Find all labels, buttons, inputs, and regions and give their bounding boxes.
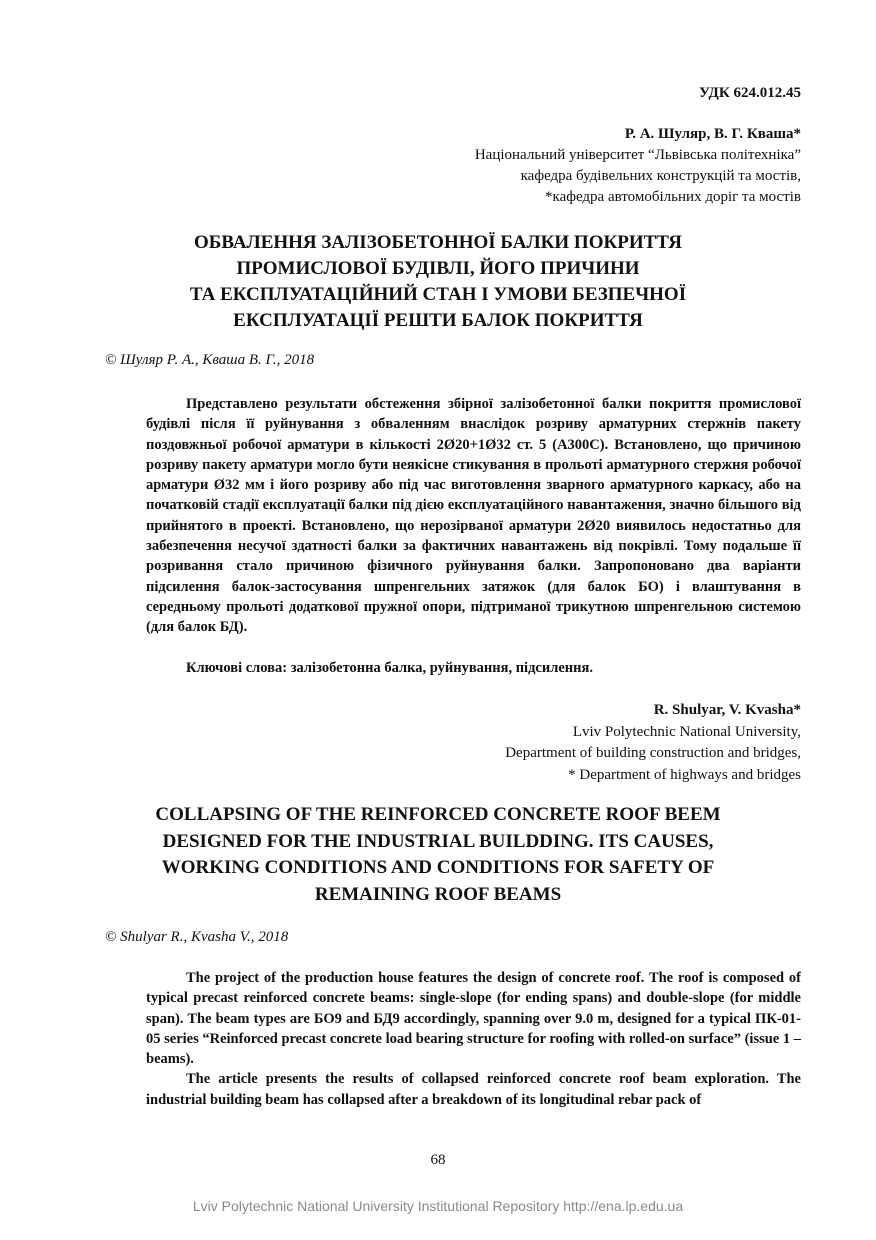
abstract-ua	[146, 394, 801, 638]
authors-block-en	[505, 700, 801, 786]
title-ua-line-1: ОБВАЛЕННЯ ЗАЛІЗОБЕТОННОЇ БАЛКИ ПОКРИТТЯ	[194, 232, 682, 253]
affiliation-ua-1: Національний університет “Львівська політехніка”	[474, 147, 801, 163]
page-number: 68	[430, 1152, 446, 1168]
affiliation-ua-3: *кафедра автомобільних доріг та мостів	[545, 189, 801, 205]
title-ua-line-3: ТА ЕКСПЛУАТАЦІЙНИЙ СТАН І УМОВИ БЕЗПЕЧНОЇ	[189, 284, 687, 305]
authors-en: R. Shulyar, V. Kvasha*	[653, 702, 801, 718]
affiliation-en-1: Lviv Polytechnic National University,	[572, 723, 801, 740]
affiliation-en-3: * Department of highways and bridges	[568, 766, 801, 783]
keywords-ua: Ключові слова: залізобетонна балка, руйнування, підсилення.	[186, 660, 593, 676]
abstract-ua-text: Представлено результати обстеження збірної залізобетонної балки покриття промислової будівлі після її руйнування з обваленням внаслідок розриву арматурних стержнів пакету поздовжньої робочої арматури в кількості 2Ø20+1Ø32 ст. 5 (А300С). Встановлено, що причиною розриву пакету арматури могло бути неякісне стикування в прольоті арматурного стержня робочої арматури Ø32 мм і його розриву або під час виготовлення зварного арматурного каркасу, або на початковій стадії експлуатації балки під дією експлуатаційного навантаження, значно більшого від прийнятого в проекті. Встановлено, що нерозірваної арматури 2Ø20 виявилось недостатньо для забезпечення несучої здатності балки за фактичних навантажень від покрівлі. Тому подальше її розривання стало причиною фізичного руйнування балки. Запропоновано два варіанти підсилення балок-застосування шпренгельних затяжок (для балок БО) і влаштування в середньому прольоті додаткової пружної опори, підтриманої трикутною шпренгельною системою (для балок БД).	[146, 396, 801, 636]
authors-ua: Р. А. Шуляр, В. Г. Кваша*	[624, 126, 801, 142]
title-ua-line-2: ПРОМИСЛОВОЇ БУДІВЛІ, ЙОГО ПРИЧИНИ	[236, 258, 640, 279]
title-en-line-1: COLLAPSING OF THE REINFORCED CONCRETE ROOF BEEM	[155, 804, 721, 825]
title-ua	[110, 230, 766, 334]
affiliation-ua-2: кафедра будівельних конструкцій та мостів,	[520, 168, 801, 184]
copyright-en: © Shulyar R., Kvasha V., 2018	[105, 929, 289, 945]
affiliation-en-2: Department of building construction and bridges,	[505, 745, 801, 761]
title-en-line-4: REMAINING ROOF BEAMS	[314, 883, 562, 905]
authors-block-ua	[475, 124, 801, 208]
copyright-ua: © Шуляр Р. А., Кваша В. Г., 2018	[105, 352, 315, 368]
abstract-en-paragraph-1: The project of the production house features the design of concrete roof. The roof is composed of typical precast reinforced concrete beams: single-slope (for ending spans) and double-slope (for middle span). The beam types are БО9 and БД9 accordingly, spanning over 9.0 m, designed for a typical ПК-01-05 series “Reinforced precast concrete load bearing structure for roofing with rolled-on surface” (issue 1 – beams).	[146, 970, 801, 1068]
title-en-line-3: WORKING CONDITIONS AND CONDITIONS FOR SAFETY OF	[161, 857, 715, 878]
udk-code: УДК 624.012.45	[699, 85, 801, 101]
abstract-en-paragraph-2: The article presents the results of collapsed reinforced concrete roof beam exploration. The industrial building beam has collapsed after a breakdown of its longitudinal rebar pack of	[146, 1071, 801, 1108]
title-en-line-2: DESIGNED FOR THE INDUSTRIAL BUILDDING. ITS CAUSES,	[162, 830, 714, 852]
repository-footer: Lviv Polytechnic National University Institutional Repository http://ena.lp.edu.ua	[192, 1198, 684, 1214]
title-ua-line-4: ЕКСПЛУАТАЦІЇ РЕШТИ БАЛОК ПОКРИТТЯ	[233, 310, 643, 331]
abstract-en	[146, 968, 801, 1110]
title-en	[100, 802, 776, 908]
